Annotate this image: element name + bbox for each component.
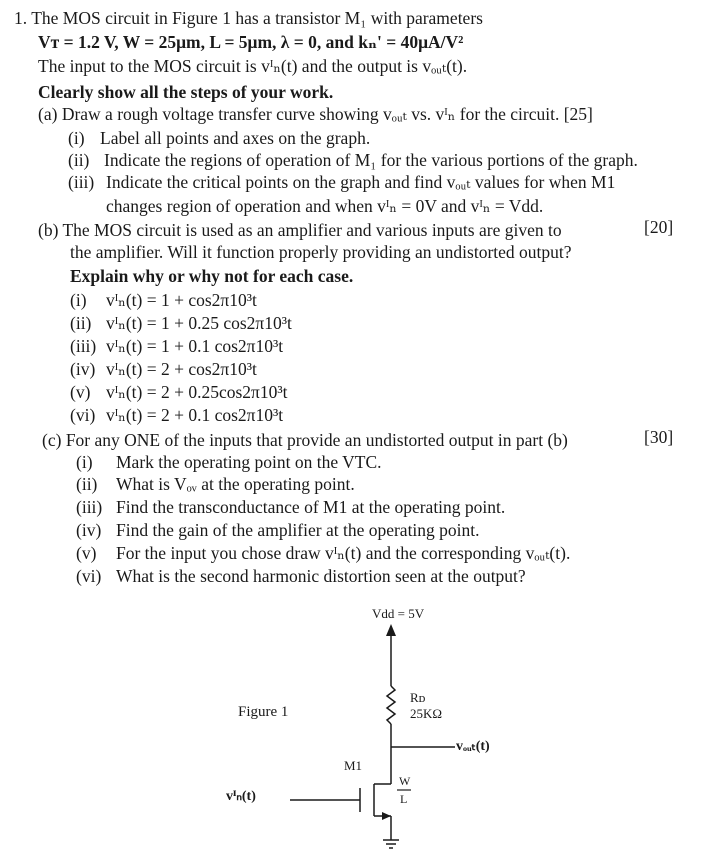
rd-label: Rᴅ xyxy=(410,690,426,705)
part-c-item-3: (iii) Find the transconductance of M1 at the operating point. xyxy=(76,497,506,517)
transistor-label: M1 xyxy=(344,758,363,773)
part-c-item-2: (ii) What is Vₒᵥ at the operating point. xyxy=(76,474,355,494)
vin-label: vᴵₙ(t) xyxy=(226,789,256,804)
vout-label: vₒᵤₜ(t) xyxy=(456,739,490,754)
figure-caption: Figure 1 xyxy=(238,704,289,720)
part-b-instruction: Explain why or why not for each case. xyxy=(70,266,354,286)
part-b-item-1: (i) vᴵₙ(t) = 1 + cos2π10³t xyxy=(70,290,257,310)
part-a-marks: [25] xyxy=(563,104,593,124)
ground-icon xyxy=(383,840,399,848)
question-params: Vᴛ = 1.2 V, W = 25μm, L = 5μm, λ = 0, and kₙ' = 40μA/V² xyxy=(38,32,464,52)
vdd-label: Vdd = 5V xyxy=(372,606,425,621)
part-a-item-3: (iii) Indicate the critical points on the graph and find vₒᵤₜ values for when M1 xyxy=(68,172,616,192)
part-a-item-3-cont: changes region of operation and when vᴵₙ = 0V and vᴵₙ = Vdd. xyxy=(106,196,544,216)
part-c-marks: [30] xyxy=(644,427,674,447)
part-a-heading: (a) Draw a rough voltage transfer curve showing vₒᵤₜ vs. vᴵₙ for the circuit. [25] xyxy=(38,104,593,124)
w-label: W xyxy=(399,774,411,788)
source-arrow-icon xyxy=(382,812,391,820)
part-b-item-5: (v) vᴵₙ(t) = 2 + 0.25cos2π10³t xyxy=(70,382,288,402)
part-c-item-1: (i) Mark the operating point on the VTC. xyxy=(76,452,382,472)
part-c-heading: (c) For any ONE of the inputs that provide an undistorted output in part (b) xyxy=(42,430,568,450)
part-b-line2: the amplifier. Will it function properly providing an undistorted output? xyxy=(70,242,572,262)
question-io-text: The input to the MOS circuit is vᴵₙ(t) and the output is vₒᵤₜ(t). xyxy=(38,56,468,76)
question-number: 1. xyxy=(14,8,28,28)
resistor-rd xyxy=(387,686,395,724)
rd-value: 25KΩ xyxy=(410,706,443,721)
part-b-item-3: (iii) vᴵₙ(t) = 1 + 0.1 cos2π10³t xyxy=(70,336,284,356)
part-a-item-1: (i) Label all points and axes on the graph. xyxy=(68,128,371,148)
part-a-item-2: (ii) Indicate the regions of operation of M₁ for the various portions of the graph. xyxy=(68,150,638,170)
vdd-arrow-icon xyxy=(386,624,396,636)
l-label: L xyxy=(400,792,408,806)
part-b-item-2: (ii) vᴵₙ(t) = 1 + 0.25 cos2π10³t xyxy=(70,313,292,333)
part-b-marks: [20] xyxy=(644,217,674,237)
part-b-heading: (b) The MOS circuit is used as an amplifier and various inputs are given to xyxy=(38,220,562,240)
part-b-item-4: (iv) vᴵₙ(t) = 2 + cos2π10³t xyxy=(70,359,257,379)
part-c-item-5: (v) For the input you chose draw vᴵₙ(t) and the corresponding vₒᵤₜ(t). xyxy=(76,543,571,563)
part-b-item-6: (vi) vᴵₙ(t) = 2 + 0.1 cos2π10³t xyxy=(70,405,284,425)
part-c-item-6: (vi) What is the second harmonic distortion seen at the output? xyxy=(76,566,526,586)
question-instruction: Clearly show all the steps of your work. xyxy=(38,82,334,102)
part-c-item-4: (iv) Find the gain of the amplifier at the operating point. xyxy=(76,520,480,540)
question-intro: 1. The MOS circuit in Figure 1 has a transistor M₁ with parameters xyxy=(14,8,483,28)
